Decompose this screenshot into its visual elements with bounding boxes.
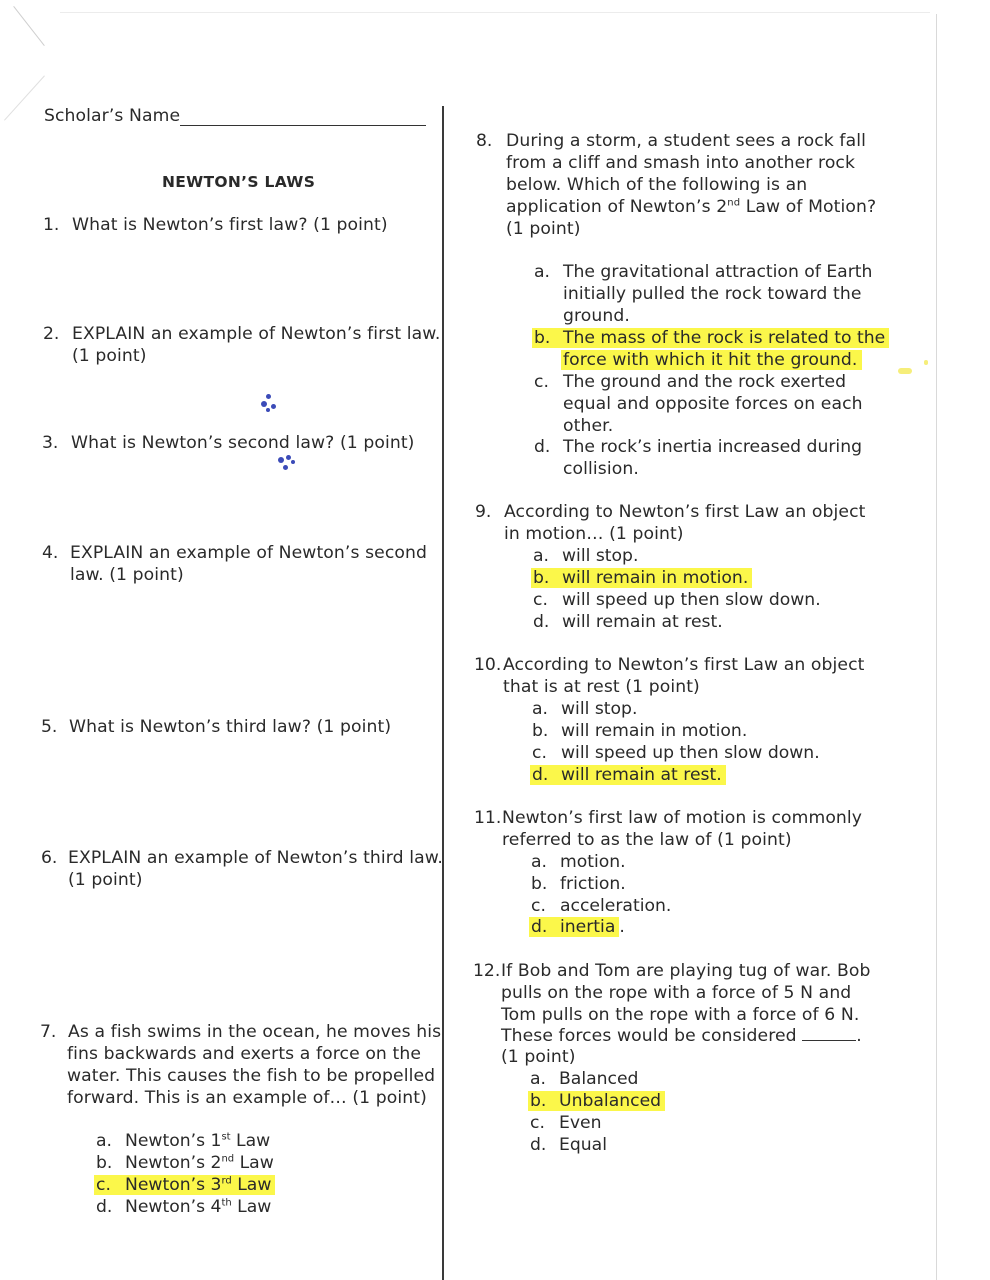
option-letter: b.	[530, 1091, 547, 1111]
ink-mark	[291, 460, 295, 464]
option-text: The mass of the rock is related to the	[563, 328, 886, 348]
q12-option-d[interactable]	[530, 1135, 607, 1157]
option-letter: a.	[96, 1131, 112, 1151]
q8-sup: nd	[727, 197, 741, 209]
answer-highlight	[528, 1091, 665, 1111]
q9-option-c[interactable]	[533, 590, 821, 612]
answer-highlight	[532, 328, 889, 348]
option-letter: a.	[531, 852, 547, 872]
q10-number: 10.	[474, 655, 502, 675]
option-text: will stop.	[561, 699, 638, 719]
q10-option-a[interactable]	[532, 699, 637, 721]
option-text: Newton’s 1	[125, 1131, 222, 1151]
q5-number: 5.	[41, 717, 58, 737]
q4-text: law. (1 point)	[70, 565, 184, 585]
option-letter: b.	[533, 568, 550, 588]
q11-number: 11.	[474, 808, 502, 828]
q10-option-d[interactable]	[532, 765, 726, 787]
q11-option-a[interactable]	[531, 852, 626, 874]
q4-text: EXPLAIN an example of Newton’s second	[70, 543, 427, 563]
answer-highlight	[94, 1175, 275, 1195]
option-letter: c.	[530, 1113, 545, 1133]
q8-option-c-text: other.	[563, 416, 614, 436]
page-title: NEWTON’S LAWS	[162, 173, 316, 191]
q7-text: As a fish swims in the ocean, he moves his	[68, 1022, 442, 1042]
scan-edge-top	[60, 12, 930, 13]
option-text: Law	[230, 1131, 271, 1151]
q8-text	[506, 197, 876, 219]
option-letter: d.	[531, 917, 548, 937]
option-letter: c.	[532, 743, 547, 763]
q7-option-c[interactable]	[96, 1175, 275, 1197]
q8-text: During a storm, a student sees a rock fall	[506, 131, 866, 151]
option-letter: b.	[96, 1153, 113, 1173]
q8-option-b-text	[563, 350, 862, 372]
q12-text: Tom pulls on the rope with a force of 6 N.	[501, 1005, 860, 1025]
q8-text: from a cliff and smash into another rock	[506, 153, 856, 173]
option-text: Newton’s 4	[125, 1197, 222, 1217]
q8-text: (1 point)	[506, 219, 581, 239]
q7-text: fins backwards and exerts a force on the	[67, 1044, 421, 1064]
q7-text: forward. This is an example of… (1 point)	[67, 1088, 427, 1108]
answer-highlight: force with which it hit the ground.	[561, 350, 862, 370]
option-letter: c.	[534, 372, 549, 392]
q12-text	[501, 1026, 862, 1048]
option-letter: b.	[532, 721, 549, 741]
option-letter: c.	[96, 1175, 111, 1195]
option-text: will stop.	[562, 546, 639, 566]
q8-option-a-text: ground.	[563, 306, 630, 326]
q8-option-b[interactable]	[534, 328, 889, 350]
q12-text: (1 point)	[501, 1047, 576, 1067]
q12-option-c[interactable]	[530, 1113, 602, 1135]
option-text: motion.	[560, 852, 626, 872]
q10-text: According to Newton’s first Law an object	[503, 655, 865, 675]
q9-option-b[interactable]	[533, 568, 752, 590]
ink-mark	[266, 394, 271, 399]
q8-option-a-text: initially pulled the rock toward the	[563, 284, 862, 304]
q6-text: (1 point)	[68, 870, 143, 890]
option-text: will remain in motion.	[562, 568, 749, 588]
option-text: Newton’s 2	[125, 1153, 222, 1173]
q5-text: What is Newton’s third law? (1 point)	[69, 717, 392, 737]
q12-text-part: .	[856, 1026, 862, 1046]
q12-number: 12.	[473, 961, 501, 981]
scan-mark	[4, 75, 45, 120]
q3-text: What is Newton’s second law? (1 point)	[71, 433, 415, 453]
q7-option-a[interactable]	[96, 1131, 270, 1153]
answer-highlight	[529, 917, 619, 937]
q9-text: According to Newton’s first Law an object	[504, 502, 866, 522]
option-text: will remain at rest.	[562, 612, 723, 632]
answer-highlight	[530, 765, 726, 785]
q7-option-d[interactable]	[96, 1197, 271, 1219]
option-text: Unbalanced	[559, 1091, 662, 1111]
option-letter: d.	[532, 765, 549, 785]
highlight-smudge	[924, 360, 928, 365]
answer-blank[interactable]	[802, 1026, 856, 1041]
option-sup: th	[221, 1197, 232, 1209]
option-letter: c.	[531, 896, 546, 916]
ink-mark	[278, 457, 284, 463]
q8-option-a[interactable]	[534, 262, 872, 284]
option-text: Law	[231, 1175, 272, 1195]
option-letter: a.	[534, 262, 550, 282]
q11-option-b[interactable]	[531, 874, 626, 896]
q2-text: (1 point)	[72, 346, 147, 366]
option-text: The rock’s inertia increased during	[563, 437, 863, 457]
q8-text: below. Which of the following is an	[506, 175, 808, 195]
scan-edge-right	[936, 14, 937, 1280]
option-text: Equal	[559, 1135, 607, 1155]
option-sup: nd	[221, 1153, 235, 1165]
option-text: acceleration.	[560, 896, 672, 916]
q8-text-part: Law of Motion?	[740, 197, 877, 217]
q2-text: EXPLAIN an example of Newton’s first law.	[72, 324, 441, 344]
ink-mark	[283, 465, 288, 470]
ink-mark	[266, 408, 270, 412]
q11-option-d[interactable]	[531, 917, 625, 939]
q10-option-b[interactable]	[532, 721, 747, 743]
option-letter: d.	[96, 1197, 113, 1217]
q8-option-c[interactable]	[534, 372, 846, 394]
option-letter: b.	[534, 328, 551, 348]
option-letter: d.	[530, 1135, 547, 1155]
option-sup: st	[221, 1131, 231, 1143]
ink-mark	[271, 404, 276, 409]
option-text: friction.	[560, 874, 626, 894]
option-text: Newton’s 3	[125, 1175, 222, 1195]
q11-text: referred to as the law of (1 point)	[502, 830, 792, 850]
ink-mark	[286, 455, 291, 460]
q12-text: pulls on the rope with a force of 5 N and	[501, 983, 852, 1003]
option-letter: a.	[532, 699, 548, 719]
option-text: will remain at rest.	[561, 765, 722, 785]
option-text: will remain in motion.	[561, 721, 748, 741]
column-divider	[442, 106, 444, 1280]
option-text: The ground and the rock exerted	[563, 372, 847, 392]
q7-text: water. This causes the fish to be propelled	[67, 1066, 436, 1086]
option-letter: c.	[533, 590, 548, 610]
option-text: .	[619, 917, 625, 937]
q10-text: that is at rest (1 point)	[503, 677, 700, 697]
q6-number: 6.	[41, 848, 58, 868]
scholar-name-field[interactable]	[180, 125, 426, 126]
q2-number: 2.	[43, 324, 60, 344]
q9-option-a[interactable]	[533, 546, 638, 568]
answer-highlight	[531, 568, 752, 588]
highlight-smudge	[898, 368, 912, 374]
option-text: The gravitational attraction of Earth	[563, 262, 873, 282]
q7-number: 7.	[40, 1022, 57, 1042]
ink-mark	[261, 401, 267, 407]
option-text: inertia	[560, 917, 616, 937]
q9-text: in motion… (1 point)	[504, 524, 684, 544]
q8-option-c-text: equal and opposite forces on each	[563, 394, 863, 414]
q1-number: 1.	[43, 215, 60, 235]
option-sup: rd	[221, 1175, 232, 1187]
option-letter: d.	[534, 437, 551, 457]
q12-option-b[interactable]	[530, 1091, 665, 1113]
q12-option-a[interactable]	[530, 1069, 638, 1091]
q8-option-d-text: collision.	[563, 459, 639, 479]
option-letter: a.	[533, 546, 549, 566]
q12-text-part: These forces would be considered	[501, 1026, 797, 1046]
q11-option-c[interactable]	[531, 896, 671, 918]
scan-mark	[13, 6, 45, 46]
q7-option-b[interactable]	[96, 1153, 274, 1175]
q8-number: 8.	[476, 131, 493, 151]
q8-text-part: application of Newton’s 2	[506, 197, 728, 217]
q10-option-c[interactable]	[532, 743, 820, 765]
option-text: will speed up then slow down.	[562, 590, 821, 610]
q1-text: What is Newton’s first law? (1 point)	[72, 215, 388, 235]
q9-option-d[interactable]	[533, 612, 723, 634]
q9-number: 9.	[475, 502, 492, 522]
option-letter: d.	[533, 612, 550, 632]
option-letter: b.	[531, 874, 548, 894]
option-text: Law	[231, 1197, 272, 1217]
q3-number: 3.	[42, 433, 59, 453]
q8-option-d[interactable]	[534, 437, 862, 459]
q11-text: Newton’s first law of motion is commonly	[502, 808, 863, 828]
scholar-name-label: Scholar’s Name	[44, 106, 181, 126]
option-text: Law	[234, 1153, 274, 1173]
option-text: will speed up then slow down.	[561, 743, 820, 763]
option-text: Even	[559, 1113, 602, 1133]
q4-number: 4.	[42, 543, 59, 563]
option-text: Balanced	[559, 1069, 639, 1089]
q12-text: If Bob and Tom are playing tug of war. Bob	[501, 961, 871, 981]
q6-text: EXPLAIN an example of Newton’s third law.	[68, 848, 443, 868]
option-letter: a.	[530, 1069, 546, 1089]
